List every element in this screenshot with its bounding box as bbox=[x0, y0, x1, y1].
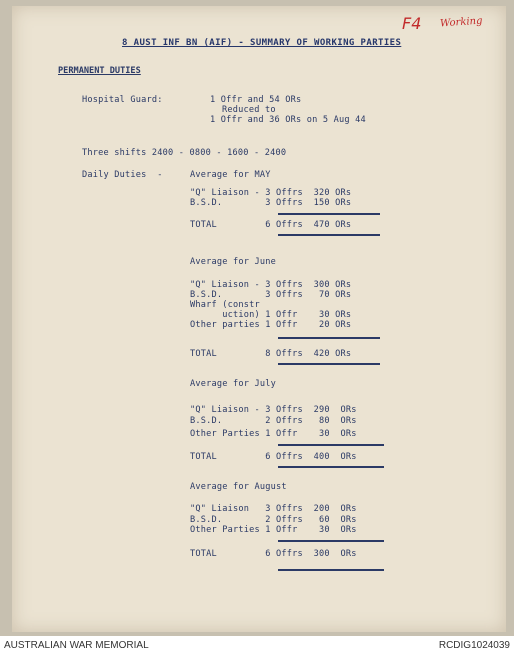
month-heading: Average for August bbox=[190, 482, 287, 492]
total-rule bbox=[278, 213, 380, 215]
month-heading: Average for MAY bbox=[190, 170, 271, 180]
month-heading: Average for July bbox=[190, 379, 276, 389]
file-code-annotation: F4 bbox=[402, 14, 422, 33]
total-rule bbox=[278, 234, 380, 236]
hospital-guard-line: 1 Offr and 36 ORs on 5 Aug 44 bbox=[210, 115, 366, 125]
total-row: TOTAL 6 Offrs 400 ORs bbox=[190, 452, 357, 462]
total-rule bbox=[278, 540, 384, 542]
duty-row: B.S.D. 3 Offrs 70 ORs bbox=[190, 290, 352, 300]
total-rule bbox=[278, 363, 380, 365]
duty-row: Other Parties 1 Offr 30 ORs bbox=[190, 429, 357, 439]
duty-row: Wharf (constr bbox=[190, 300, 260, 310]
duty-row: Other Parties 1 Offr 30 ORs bbox=[190, 525, 357, 535]
duty-row: "Q" Liaison - 3 Offrs 320 ORs bbox=[190, 188, 352, 198]
hospital-guard-line: 1 Offr and 54 ORs bbox=[210, 95, 302, 105]
total-row: TOTAL 6 Offrs 300 ORs bbox=[190, 549, 357, 559]
archive-reference: RCDIG1024039 bbox=[438, 640, 510, 651]
duty-row: uction) 1 Offr 30 ORs bbox=[190, 310, 352, 320]
daily-duties-label: Daily Duties - bbox=[82, 170, 163, 180]
document-title: 8 AUST INF BN (AIF) - SUMMARY OF WORKING PARTIES bbox=[122, 38, 402, 48]
archive-credit: AUSTRALIAN WAR MEMORIAL bbox=[4, 640, 149, 651]
total-rule bbox=[278, 569, 384, 571]
duty-row: "Q" Liaison 3 Offrs 200 ORs bbox=[190, 504, 357, 514]
duty-row: B.S.D. 3 Offrs 150 ORs bbox=[190, 198, 352, 208]
handwritten-annotation: Working bbox=[439, 15, 483, 30]
duty-row: Other parties 1 Offr 20 ORs bbox=[190, 320, 352, 330]
hospital-guard-label: Hospital Guard: bbox=[82, 95, 163, 105]
month-heading: Average for June bbox=[190, 257, 276, 267]
duty-row: B.S.D. 2 Offrs 80 ORs bbox=[190, 416, 357, 426]
shifts-line: Three shifts 2400 - 0800 - 1600 - 2400 bbox=[82, 148, 287, 158]
total-rule bbox=[278, 466, 384, 468]
duty-row: B.S.D. 2 Offrs 60 ORs bbox=[190, 515, 357, 525]
total-row: TOTAL 8 Offrs 420 ORs bbox=[190, 349, 352, 359]
total-row: TOTAL 6 Offrs 470 ORs bbox=[190, 220, 352, 230]
duty-row: "Q" Liaison - 3 Offrs 290 ORs bbox=[190, 405, 357, 415]
total-rule bbox=[278, 444, 384, 446]
duty-row: "Q" Liaison - 3 Offrs 300 ORs bbox=[190, 280, 352, 290]
section-heading: PERMANENT DUTIES bbox=[58, 66, 141, 76]
total-rule bbox=[278, 337, 380, 339]
hospital-guard-line: Reduced to bbox=[222, 105, 276, 115]
